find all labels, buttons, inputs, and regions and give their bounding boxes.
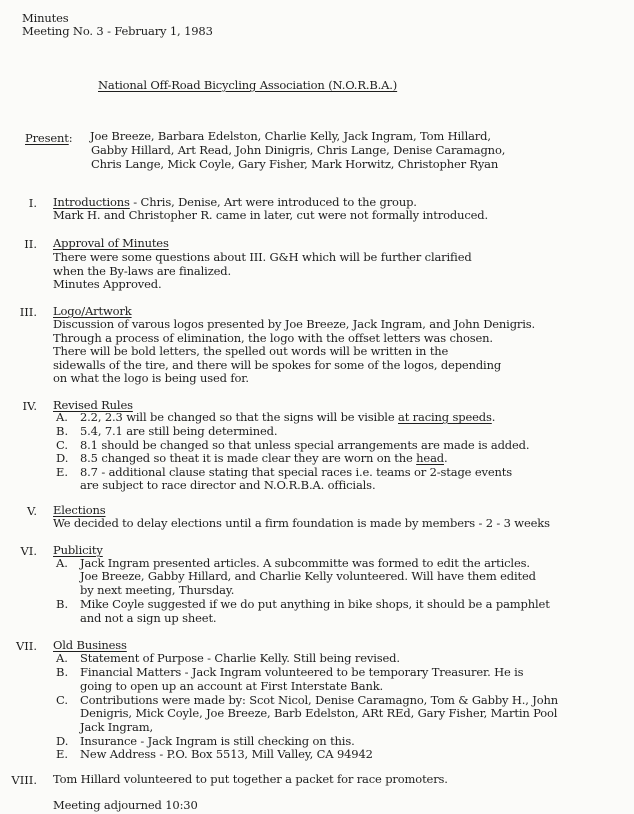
- doc-title: National Off-Road Bicycling Association (N.O.R.B.A.): [98, 78, 398, 92]
- item-text: 5.4, 7.1 are still being determined.: [80, 424, 278, 438]
- section-text: We decided to delay elections until a firm foundation is made by members - 2 - 3 weeks: [53, 516, 550, 530]
- section-heading: Old Business: [53, 638, 127, 652]
- section-introductions: Introductions - Chris, Denise, Art were introduced to the group.: [53, 195, 417, 209]
- section-heading: Elections: [53, 503, 106, 517]
- item-text-cont: are subject to race director and N.O.R.B.A. officials.: [80, 478, 376, 492]
- section-heading: Approval of Minutes: [53, 236, 169, 250]
- section-text: There were some questions about III. G&H which will be further clarified: [53, 250, 472, 264]
- section-numeral: I.: [28, 196, 37, 210]
- item-label: A.: [56, 556, 68, 570]
- item-text: 8.7 - additional clause stating that special races i.e. teams or 2-stage events: [80, 465, 512, 479]
- section-text: Minutes Approved.: [53, 277, 162, 291]
- item-label: D.: [56, 451, 69, 465]
- present-label: Present:: [25, 131, 73, 145]
- section-text: on what the logo is being used for.: [53, 371, 249, 385]
- item-text-cont: going to open up an account at First Interstate Bank.: [80, 679, 384, 693]
- item-text: 8.5 changed so theat it is made clear they are worn on the head.: [80, 451, 448, 465]
- section-numeral: VI.: [20, 544, 37, 558]
- item-label: C.: [56, 438, 69, 452]
- section-heading: Revised Rules: [53, 398, 133, 412]
- item-text: Jack Ingram presented articles. A subcommitte was formed to edit the articles.: [80, 556, 530, 570]
- meeting-line: Meeting No. 3 - February 1, 1983: [22, 24, 213, 38]
- section-text: Mark H. and Christopher R. came in later, cut were not formally introduced.: [53, 208, 488, 222]
- item-label: D.: [56, 734, 69, 748]
- item-text: Contributions were made by: Scot Nicol, Denise Caramagno, Tom & Gabby H., John: [80, 693, 559, 707]
- item-text-cont: Joe Breeze, Gabby Hillard, and Charlie Kelly volunteered. Will have them edited: [80, 569, 536, 583]
- item-text: Insurance - Jack Ingram is still checking on this.: [80, 734, 355, 748]
- doc-label: Minutes: [22, 11, 69, 25]
- item-label: B.: [56, 597, 69, 611]
- item-text: 8.1 should be changed so that unless special arrangements are made is added.: [80, 438, 530, 452]
- item-text-cont: Jack Ingram,: [80, 720, 153, 734]
- item-label: E.: [56, 747, 69, 761]
- section-text: when the By-laws are finalized.: [53, 264, 231, 278]
- section-numeral: VII.: [15, 639, 37, 653]
- section-heading: Publicity: [53, 543, 103, 557]
- item-text: Mike Coyle suggested if we do put anything in bike shops, it should be a pamphlet: [80, 597, 550, 611]
- section-text: There will be bold letters, the spelled out words will be written in the: [53, 344, 449, 358]
- item-label: E.: [56, 465, 69, 479]
- section-numeral: II.: [24, 237, 37, 251]
- section-numeral: V.: [27, 504, 37, 518]
- item-text: Financial Matters - Jack Ingram volunteered to be temporary Treasurer. He is: [80, 665, 524, 679]
- section-text: Discussion of varous logos presented by Joe Breeze, Jack Ingram, and John Denigris.: [53, 317, 536, 331]
- section-numeral: III.: [19, 305, 37, 319]
- item-text: 2.2, 2.3 will be changed so that the signs will be visible at racing speeds.: [80, 410, 496, 424]
- item-text-cont: by next meeting, Thursday.: [80, 583, 235, 597]
- section-numeral: VIII.: [11, 773, 37, 787]
- item-text-cont: and not a sign up sheet.: [80, 611, 217, 625]
- item-text-cont: Denigris, Mick Coyle, Joe Breeze, Barb Edelston, ARt REd, Gary Fisher, Martin Pool: [80, 706, 558, 720]
- item-text: Statement of Purpose - Charlie Kelly. Still being revised.: [80, 651, 400, 665]
- item-label: A.: [56, 651, 68, 665]
- section-text: Tom Hillard volunteered to put together a packet for race promoters.: [53, 772, 448, 786]
- section-text: sidewalls of the tire, and there will be spokes for some of the logos, depending: [53, 358, 502, 372]
- item-label: B.: [56, 665, 69, 679]
- meeting-adjourned: Meeting adjourned 10:30: [53, 798, 198, 812]
- item-label: A.: [56, 410, 68, 424]
- section-text: Through a process of elimination, the logo with the offset letters was chosen.: [53, 331, 493, 345]
- item-label: C.: [56, 693, 69, 707]
- present-line-3: Chris Lange, Mick Coyle, Gary Fisher, Mark Horwitz, Christopher Ryan: [91, 157, 499, 171]
- section-heading: Logo/Artwork: [53, 304, 132, 318]
- section-numeral: IV.: [22, 399, 37, 413]
- item-label: B.: [56, 424, 69, 438]
- present-line-2: Gabby Hillard, Art Read, John Dinigris, Chris Lange, Denise Caramagno,: [91, 143, 506, 157]
- present-line-1: Joe Breeze, Barbara Edelston, Charlie Kelly, Jack Ingram, Tom Hillard,: [90, 129, 491, 143]
- item-text: New Address - P.O. Box 5513, Mill Valley, CA 94942: [80, 747, 373, 761]
